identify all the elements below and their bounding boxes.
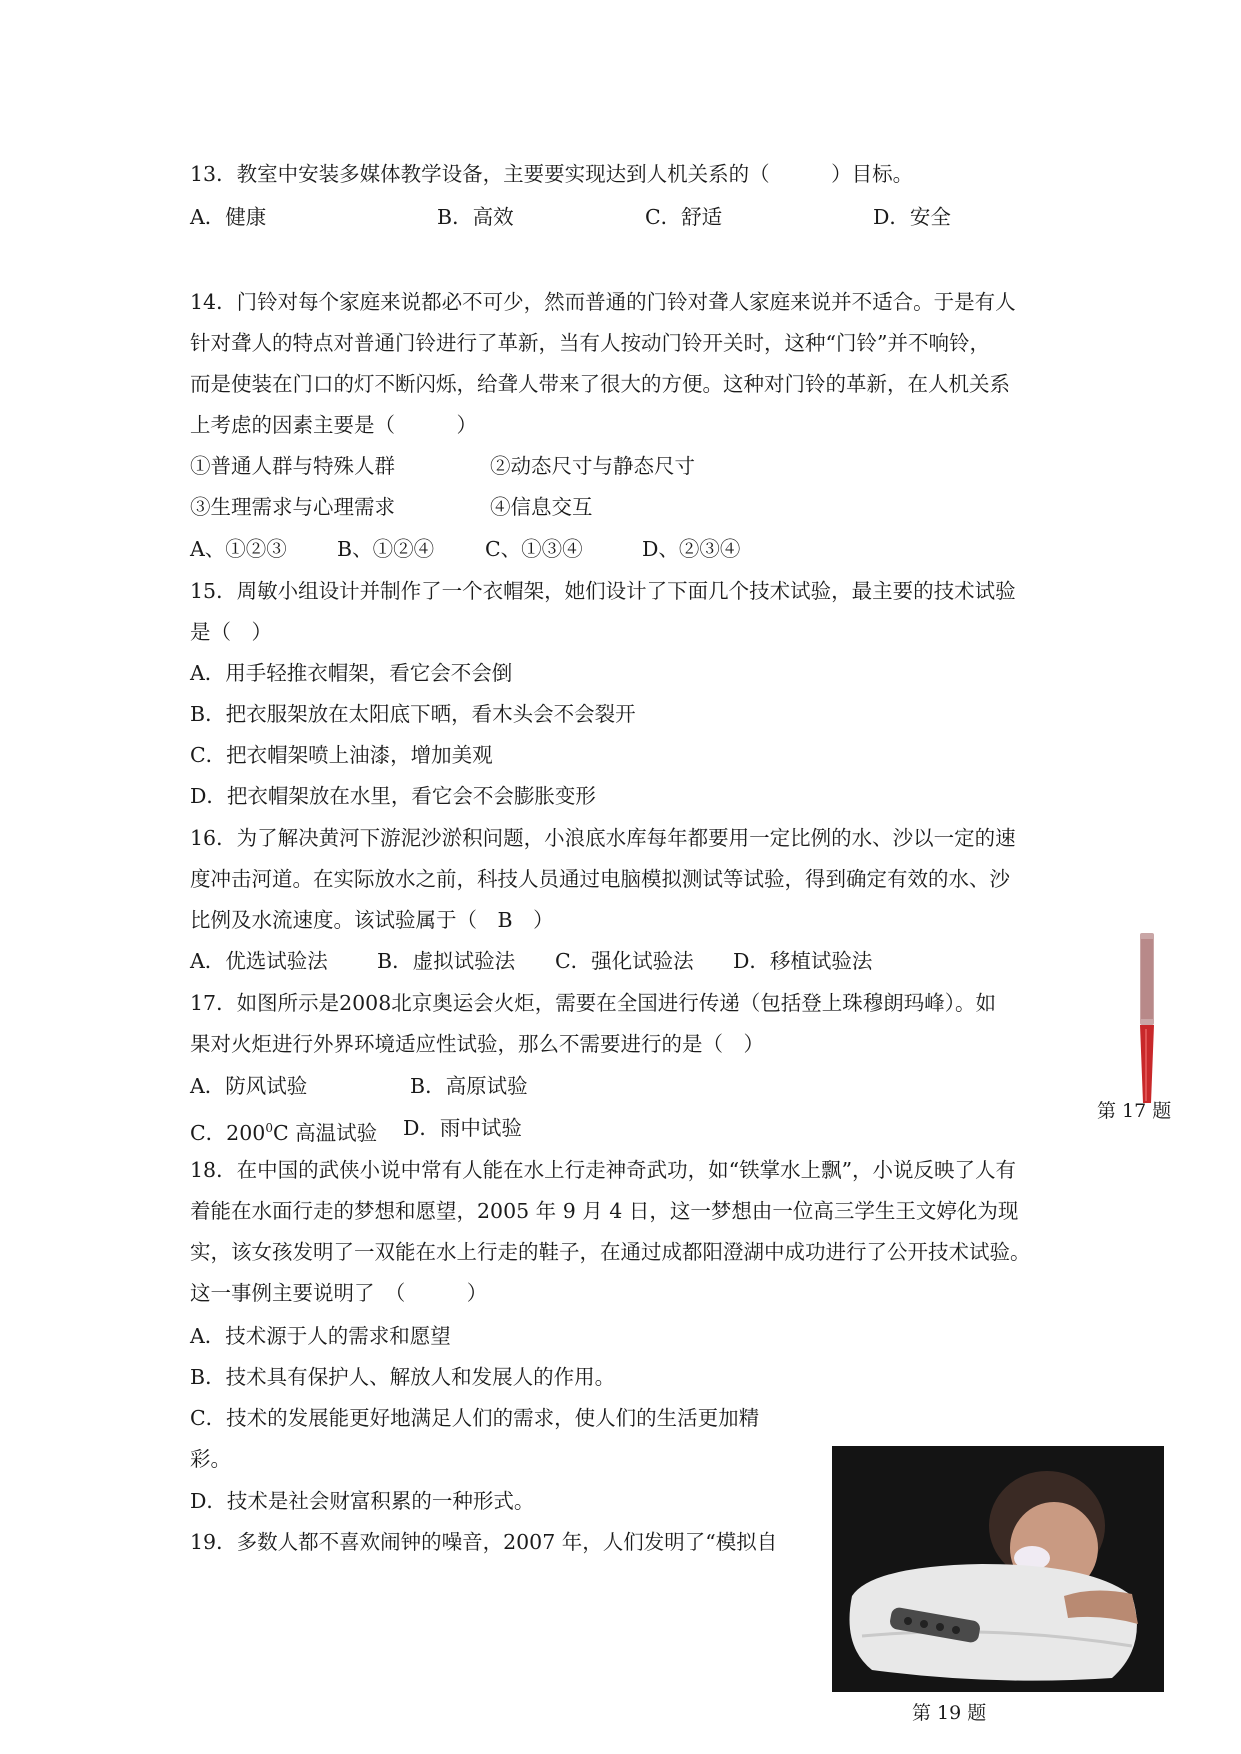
- q14-option-b: B、①②④: [337, 537, 435, 561]
- q18-option-c: C．技术的发展能更好地满足人们的需求，使人们的生活更加精: [190, 1406, 760, 1430]
- torch-pattern: [1141, 939, 1153, 1019]
- question-15-line: 15．周敏小组设计并制作了一个衣帽架，她们设计了下面几个技术试验，最主要的技术试验: [190, 579, 1016, 603]
- q15-option-d: D．把衣帽架放在水里，看它会不会膨胀变形: [190, 784, 596, 808]
- question-14-line: 针对聋人的特点对普通门铃进行了革新，当有人按动门铃开关时，这种“门铃”并不响铃，: [190, 331, 990, 355]
- question-17-line: 17．如图所示是2008北京奥运会火炬，需要在全国进行传递（包括登上珠穆朗玛峰）。如: [190, 991, 997, 1015]
- q14-item-1: ①普通人群与特殊人群: [190, 454, 395, 478]
- q15-option-b: B．把衣服架放在太阳底下晒，看木头会不会裂开: [190, 702, 636, 726]
- figure-17-caption: 第 17 题: [1097, 1100, 1172, 1122]
- degree-superscript: 0: [265, 1121, 273, 1135]
- q14-item-4: ④信息交互: [490, 495, 593, 519]
- q18-option-c-cont: 彩。: [190, 1447, 231, 1471]
- question-15-line: 是（ ）: [190, 620, 272, 644]
- question-16-line: 比例及水流速度。该试验属于（ B ）: [190, 908, 554, 932]
- q18-option-a: A．技术源于人的需求和愿望: [190, 1324, 451, 1348]
- question-18-line: 着能在水面行走的梦想和愿望，2005 年 9 月 4 日，这一梦想由一位高三学生王文婷化为现: [190, 1199, 1019, 1223]
- q17-option-c: [190, 1114, 377, 1147]
- q16-option-a: A．优选试验法: [190, 949, 328, 973]
- question-19-stem: 19．多数人都不喜欢闹钟的噪音，2007 年，人们发明了“模拟自: [190, 1530, 778, 1554]
- question-18-line: 18．在中国的武侠小说中常有人能在水上行走神奇武功，如“铁掌水上飘”，小说反映了人有: [190, 1158, 1017, 1182]
- question-18-line: 这一事例主要说明了 （ ）: [190, 1281, 488, 1305]
- q17-option-c-rest: C 高温试验: [272, 1120, 378, 1145]
- q18-option-d: D．技术是社会财富积累的一种形式。: [190, 1489, 535, 1513]
- q13-option-d: D．安全: [873, 205, 951, 229]
- question-14-line: 而是使装在门口的灯不断闪烁，给聋人带来了很大的方便。这种对门铃的革新，在人机关系: [190, 372, 1010, 396]
- q13-option-a: A．健康: [190, 205, 267, 229]
- question-16-line: 度冲击河道。在实际放水之前，科技人员通过电脑模拟测试等试验，得到确定有效的水、沙: [190, 867, 1010, 891]
- device-button: [920, 1620, 928, 1628]
- q14-option-d: D、②③④: [642, 537, 741, 561]
- question-14-line: 上考虑的因素主要是（ ）: [190, 413, 477, 437]
- question-14-line: 14．门铃对每个家庭来说都必不可少，然而普通的门铃对聋人家庭来说并不适合。于是有人: [190, 290, 1016, 314]
- q17-option-c-prefix: C．200: [190, 1120, 266, 1145]
- q18-option-b: B．技术具有保护人、解放人和发展人的作用。: [190, 1365, 616, 1389]
- q16-option-c: C．强化试验法: [555, 949, 694, 973]
- q13-option-c: C．舒适: [645, 205, 723, 229]
- torch-red-handle: [1140, 1025, 1154, 1103]
- q15-option-a: A．用手轻推衣帽架，看它会不会倒: [190, 661, 513, 685]
- device-button: [936, 1623, 944, 1631]
- q14-item-2: ②动态尺寸与静态尺寸: [490, 454, 695, 478]
- q13-option-b: B．高效: [437, 205, 514, 229]
- olympic-torch-figure: [1138, 933, 1156, 1103]
- figure-19-caption: 第 19 题: [912, 1702, 987, 1724]
- q17-option-b: B．高原试验: [410, 1074, 528, 1098]
- q15-option-c: C．把衣帽架喷上油漆，增加美观: [190, 743, 493, 767]
- pillow-photo-figure: [832, 1446, 1164, 1692]
- question-13-stem: 13．教室中安装多媒体教学设备，主要要实现达到人机关系的（ ）目标。: [190, 162, 914, 186]
- device-button: [904, 1617, 912, 1625]
- q16-option-d: D．移植试验法: [733, 949, 873, 973]
- question-18-line: 实，该女孩发明了一双能在水上行走的鞋子，在通过成都阳澄湖中成功进行了公开技术试验。: [190, 1240, 1031, 1264]
- q17-option-a: A．防风试验: [190, 1074, 308, 1098]
- question-16-line: 16．为了解决黄河下游泥沙淤积问题，小浪底水库每年都要用一定比例的水、沙以一定的速: [190, 826, 1016, 850]
- q16-option-b: B．虚拟试验法: [377, 949, 516, 973]
- q14-item-3: ③生理需求与心理需求: [190, 495, 395, 519]
- device-button: [952, 1626, 960, 1634]
- q14-option-c: C、①③④: [485, 537, 583, 561]
- question-17-line: 果对火炬进行外界环境适应性试验，那么不需要进行的是（ ）: [190, 1032, 764, 1056]
- q17-option-d: D．雨中试验: [403, 1116, 522, 1140]
- q14-option-a: A、①②③: [190, 537, 287, 561]
